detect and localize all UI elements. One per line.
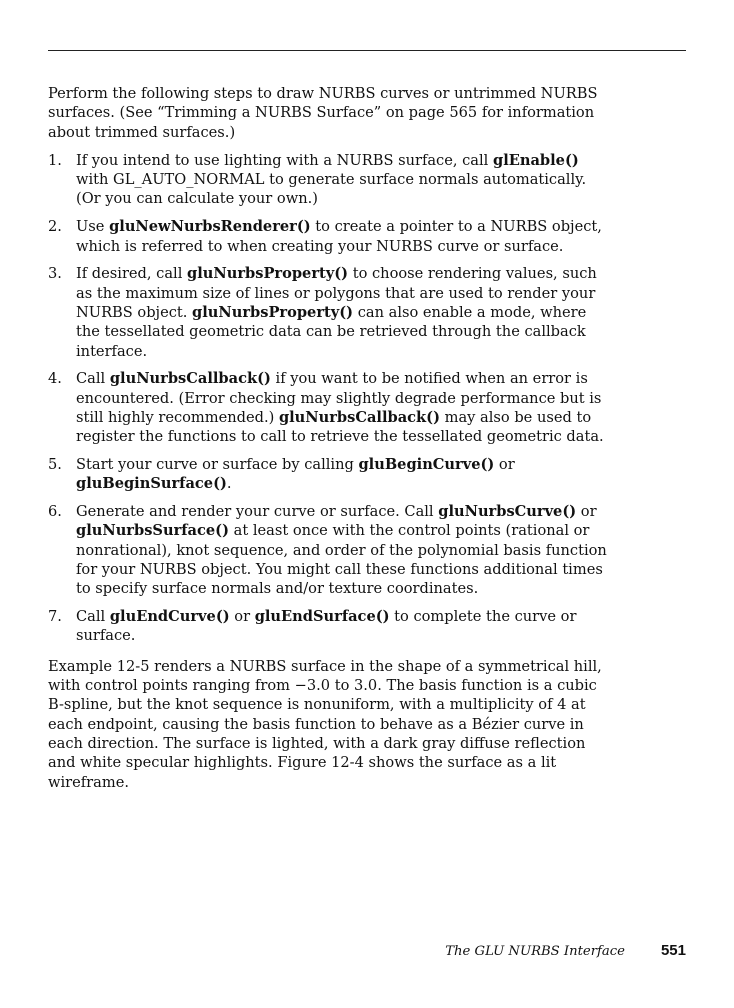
step-number: 4. xyxy=(48,370,62,388)
step-text: . xyxy=(226,475,232,493)
body-text xyxy=(48,84,608,792)
step-item xyxy=(48,217,608,256)
step-text: at least once with the control points (rational or nonrational), knot sequence, and order of the polynomial basis function for your NURBS object. You might call these functions additional times to specify surface normals and/or texture coordinates. xyxy=(76,522,607,598)
function-name: gluNurbsSurface() xyxy=(76,522,229,540)
step-text: may also be used to register the functions to call to retrieve the tessellated geometric data. xyxy=(76,408,604,446)
step-text: Generate and render your curve or surface. Call xyxy=(76,503,439,521)
step-text: or xyxy=(576,503,597,521)
running-title: The GLU NURBS Interface xyxy=(445,944,625,959)
function-name: gluNurbsCurve() xyxy=(438,503,577,521)
step-item xyxy=(48,502,608,598)
step-text: Call xyxy=(76,608,110,626)
step-item xyxy=(48,455,608,494)
function-name: gluNurbsProperty() xyxy=(187,265,349,283)
step-text: can also enable a mode, where the tessellated geometric data can be retrieved through the callback interface. xyxy=(76,303,587,360)
step-item xyxy=(48,369,608,446)
step-item xyxy=(48,607,608,646)
step-text: If you intend to use lighting with a NURBS surface, call xyxy=(76,151,493,169)
step-number: 6. xyxy=(48,503,62,521)
function-name: gluNurbsProperty() xyxy=(192,303,354,321)
function-name: gluNurbsCallback() xyxy=(109,370,271,388)
step-number: 3. xyxy=(48,265,62,283)
step-text: If desired, call xyxy=(76,265,188,283)
step-text: with GL_AUTO_NORMAL to generate surface normals automatically. (Or you can calculate your own.) xyxy=(76,171,587,208)
step-text: Use xyxy=(76,218,110,236)
page-footer xyxy=(445,942,686,962)
step-text: to create a pointer to a NURBS object, which is referred to when creating your NURBS curve or surface. xyxy=(76,218,602,255)
step-text: Start your curve or surface by calling xyxy=(76,456,359,474)
function-name: gluBeginCurve() xyxy=(358,456,495,474)
step-text: if you want to be notified when an error is encountered. (Error checking may slightly degrade performance but is still highly recommended.) xyxy=(76,370,602,426)
closing-paragraph: Example 12-5 renders a NURBS surface in the shape of a symmetrical hill, with control points ranging from −3.0 to 3.0. The basis function is a cubic B-spline, but the knot sequence is nonuniform, with a multiplicity of 4 at each endpoint, causing the basis function to behave as a Bézier curve in each direction. The surface is lighted, with a dark gray diffuse reflection and white specular highlights. Figure 12-4 shows the surface as a lit wireframe. xyxy=(48,657,602,791)
step-text: Call xyxy=(76,370,110,388)
step-text: to choose rendering values, such as the maximum size of lines or polygons that are used to render your NURBS object. xyxy=(76,265,597,321)
function-name: gluEndSurface() xyxy=(254,608,390,626)
header-rule xyxy=(48,50,686,51)
step-number: 7. xyxy=(48,608,62,626)
step-number: 2. xyxy=(48,218,62,236)
step-number: 5. xyxy=(48,456,62,474)
function-name: gluNewNurbsRenderer() xyxy=(109,218,311,236)
step-text: or xyxy=(494,456,515,474)
step-item xyxy=(48,151,608,209)
step-text: or xyxy=(229,608,255,626)
function-name: gluBeginSurface() xyxy=(76,475,227,493)
function-name: gluEndCurve() xyxy=(109,608,230,626)
function-name: gluNurbsCallback() xyxy=(278,408,440,426)
intro-paragraph: Perform the following steps to draw NURBS curves or untrimmed NURBS surfaces. (See “Trimming a NURBS Surface” on page 565 for information about trimmed surfaces.) xyxy=(48,85,598,141)
steps-list xyxy=(48,151,608,646)
step-item xyxy=(48,264,608,360)
function-name: glEnable() xyxy=(492,151,579,169)
step-text: to complete the curve or surface. xyxy=(76,608,577,645)
page-number: 551 xyxy=(660,942,686,959)
step-number: 1. xyxy=(48,151,62,169)
